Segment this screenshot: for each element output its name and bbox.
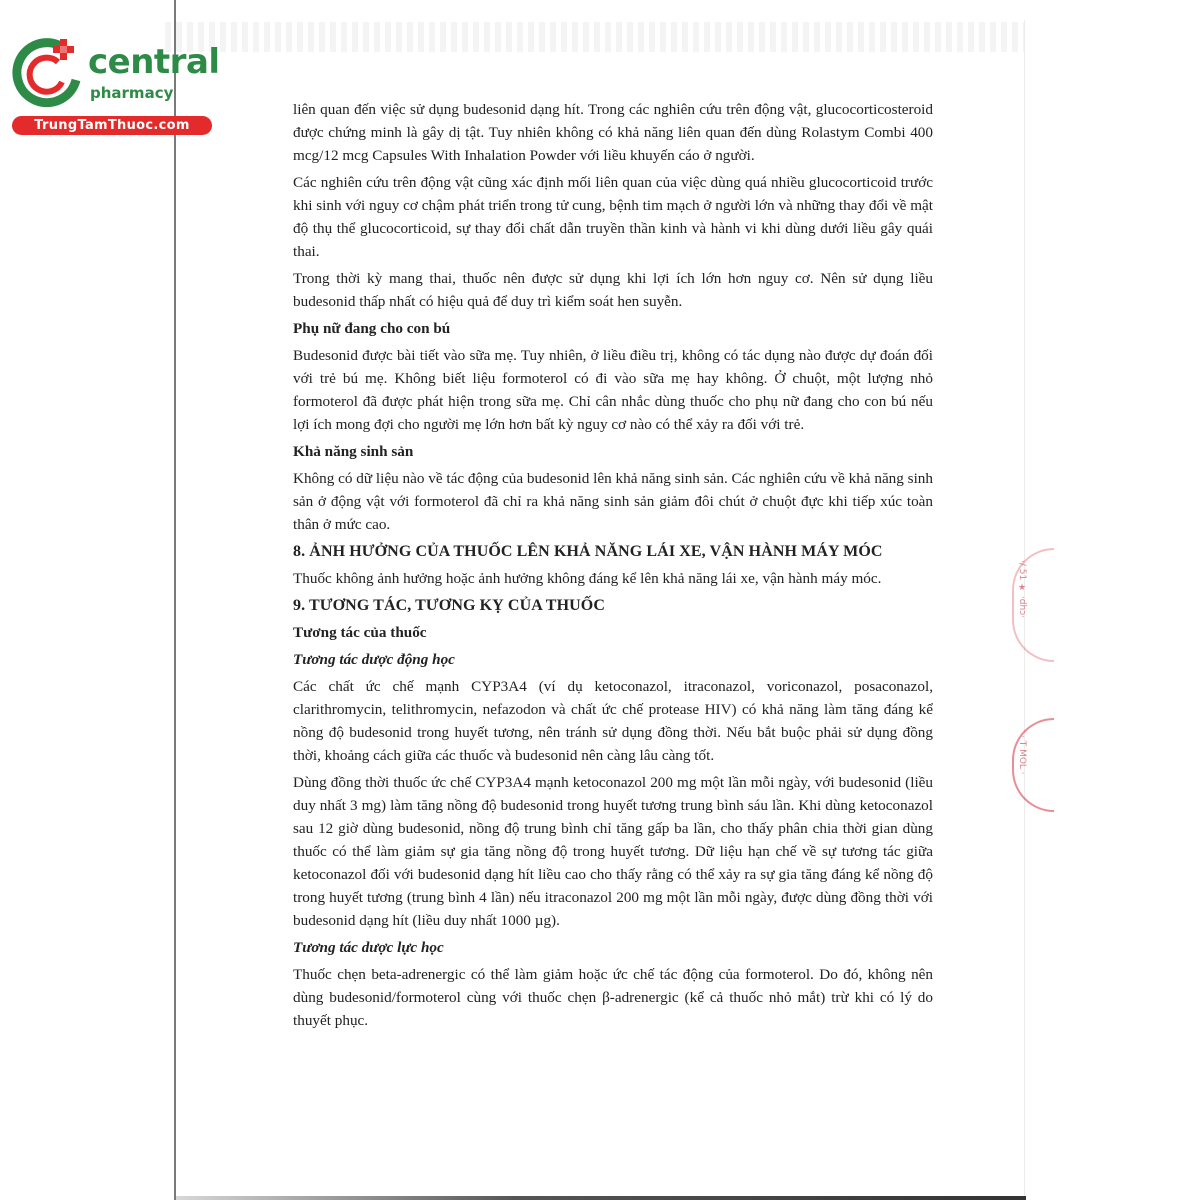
section-9-title: 9. TƯƠNG TÁC, TƯƠNG KỴ CỦA THUỐC	[293, 597, 605, 614]
heading-pharmacokinetic: Tương tác dược động học	[293, 651, 455, 668]
page-border-left	[174, 0, 176, 1200]
paragraph-continued: liên quan đến việc sử dụng budesonid dạng hít. Trong các nghiên cứu trên động vật, glucocorticosteroid được chứng minh là gây dị tật. Tuy nhiên không có khả năng liên quan đến dùng Rolastym Combi 400 mcg/12 mcg Capsules With Inhalation Powder với liều khuyến cáo ở người.	[293, 101, 933, 164]
logo-url-badge[interactable]: TrungTamThuoc.com	[12, 116, 212, 135]
stamp-text-upper: ·/ 51 ★ ·dhɔ·	[1017, 560, 1027, 619]
paragraph-cyp3a4: Các chất ức chế mạnh CYP3A4 (ví dụ ketoconazol, itraconazol, voriconazol, posaconazol, clarithromycin, telithromycin, nefazodon và chất ức chế protease HIV) có khả năng làm tăng đáng kể nồng độ budesonid trong huyết tương, nên tránh sử dụng đồng thời. Nếu bắt buộc phải sử dụng đồng thời, khoảng cách giữa các thuốc và budesonid nên càng lâu càng tốt.	[293, 678, 933, 764]
paragraph-pregnancy: Trong thời kỳ mang thai, thuốc nên được sử dụng khi lợi ích lớn hơn nguy cơ. Nên sử dụng liều budesonid thấp nhất có hiệu quả để duy trì kiểm soát hen suyễn.	[293, 270, 933, 310]
section-8-title: 8. ẢNH HƯỞNG CỦA THUỐC LÊN KHẢ NĂNG LÁI XE, VẬN HÀNH MÁY MÓC	[293, 543, 883, 560]
stamp-text-lower: · T MOL ·	[1017, 735, 1027, 775]
logo-brand-name: central	[88, 42, 220, 82]
section-8-body: Thuốc không ảnh hưởng hoặc ảnh hưởng không đáng kể lên khả năng lái xe, vận hành máy móc.	[293, 570, 882, 587]
page-border-bottom	[176, 1196, 1026, 1200]
paragraph-ketoconazol: Dùng đồng thời thuốc ức chế CYP3A4 mạnh ketoconazol 200 mg một lần mỗi ngày, với budesonid (liều duy nhất 3 mg) làm tăng nồng độ budesonid trong huyết tương trung bình sáu lần. Khi dùng ketoconazol sau 12 giờ dùng budesonid, nồng độ trung bình chỉ tăng gấp ba lần, cho thấy phân chia thời gian dùng thuốc có thể làm giảm sự gia tăng nồng độ trong huyết tương. Dữ liệu hạn chế về sự tương tác giữa ketoconazol đối với budesonid dạng hít liều cao cho thấy rằng có thể xảy ra sự gia tăng đáng kể nồng độ trong huyết tương (trung bình 4 lần) nếu itraconazol 200 mg một lần mỗi ngày, được dùng đồng thời với budesonid dạng hít (liều duy nhất 1000 µg).	[293, 774, 933, 929]
heading-pharmacodynamic: Tương tác dược lực học	[293, 939, 444, 956]
pharmacy-cross-icon	[12, 36, 84, 108]
heading-drug-interactions: Tương tác của thuốc	[293, 624, 427, 641]
paragraph-beta-blockers: Thuốc chẹn beta-adrenergic có thể làm giảm hoặc ức chế tác động của formoterol. Do đó, không nên dùng budesonid/formoterol cùng với thuốc chẹn β-adrenergic (kể cả thuốc nhỏ mắt) trừ khi có lý do thuyết phục.	[293, 966, 933, 1029]
paragraph-animal-studies: Các nghiên cứu trên động vật cũng xác định mối liên quan của việc dùng quá nhiều glucocorticoid trước khi sinh với nguy cơ chậm phát triển trong tử cung, bệnh tim mạch ở người lớn và những thay đổi về mật độ thụ thể glucocorticoid, sự thay đổi chất dẫn truyền thần kinh và hành vi khi dùng dưới liều gây quái thai.	[293, 174, 933, 260]
logo-subtitle: pharmacy	[90, 84, 174, 102]
faint-watermark	[165, 22, 1025, 52]
central-pharmacy-logo[interactable]	[8, 36, 220, 136]
document-page	[293, 98, 933, 1036]
paragraph-fertility: Không có dữ liệu nào về tác động của budesonid lên khả năng sinh sản. Các nghiên cứu về khả năng sinh sản ở động vật với formoterol đã chỉ ra khả năng sinh sản giảm đôi chút ở chuột đực khi tiếp xúc toàn thân ở mức cao.	[293, 470, 933, 533]
heading-breastfeeding: Phụ nữ đang cho con bú	[293, 320, 451, 337]
heading-fertility: Khả năng sinh sản	[293, 443, 414, 460]
paragraph-breastfeeding: Budesonid được bài tiết vào sữa mẹ. Tuy nhiên, ở liều điều trị, không có tác dụng nào được dự đoán đối với trẻ bú mẹ. Không biết liệu formoterol có đi vào sữa mẹ hay không. Ở chuột, một lượng nhỏ formoterol đã được phát hiện trong sữa mẹ. Chỉ cân nhắc dùng thuốc cho phụ nữ đang cho con bú nếu lợi ích mong đợi cho người mẹ lớn hơn bất kỳ nguy cơ nào có thể xảy ra đối với trẻ.	[293, 347, 933, 433]
